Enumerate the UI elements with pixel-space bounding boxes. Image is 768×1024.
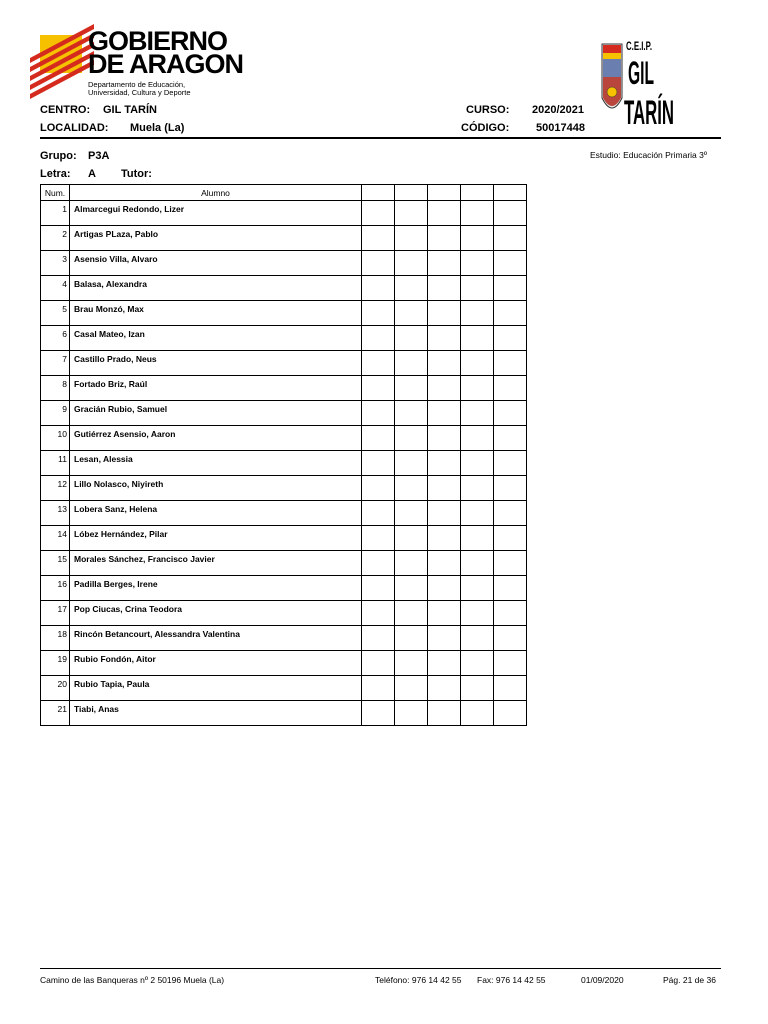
row-name-cell — [70, 701, 362, 726]
codigo-label: CÓDIGO: — [461, 122, 510, 134]
blank-cell — [461, 201, 494, 226]
table-row — [41, 601, 527, 626]
row-num: 9 — [62, 404, 67, 414]
blank-cell — [494, 576, 527, 601]
blank-cell — [362, 451, 395, 476]
blank-cell — [494, 651, 527, 676]
table-row — [41, 326, 527, 351]
row-num: 15 — [57, 554, 67, 564]
blank-cell — [461, 451, 494, 476]
grupo-label: Grupo: — [40, 150, 77, 162]
row-name-cell — [70, 601, 362, 626]
student-name: Artigas PLaza, Pablo — [74, 229, 159, 239]
student-name: Casal Mateo, Izan — [74, 329, 145, 339]
blank-cell — [362, 401, 395, 426]
row-name-cell — [70, 576, 362, 601]
blank-cell — [494, 676, 527, 701]
blank-cell — [395, 526, 428, 551]
ceip-crest-logo — [600, 36, 680, 132]
row-num-cell — [41, 676, 70, 701]
blank-cell — [428, 426, 461, 451]
footer-phone: Teléfono: 976 14 42 55 — [375, 975, 462, 985]
blank-cell — [428, 601, 461, 626]
blank-cell — [362, 251, 395, 276]
blank-cell — [362, 226, 395, 251]
footer-divider — [40, 968, 721, 969]
blank-cell — [362, 351, 395, 376]
row-num-cell — [41, 376, 70, 401]
aragon-flag-logo — [40, 35, 82, 73]
dept-text — [88, 81, 191, 97]
table-row — [41, 451, 527, 476]
row-num-cell — [41, 526, 70, 551]
col-num-header: Num. — [41, 185, 70, 201]
blank-cell — [428, 526, 461, 551]
gov-line1: GOBIERNO — [88, 26, 228, 56]
gov-logo-text — [88, 26, 244, 79]
student-name: Castillo Prado, Neus — [74, 354, 157, 364]
row-name-cell — [70, 626, 362, 651]
blank-cell — [362, 426, 395, 451]
blank-cell — [461, 351, 494, 376]
blank-cell — [494, 551, 527, 576]
blank-cell — [494, 201, 527, 226]
row-num-cell — [41, 476, 70, 501]
row-num: 2 — [62, 229, 67, 239]
blank-cell — [395, 376, 428, 401]
blank-cell — [461, 626, 494, 651]
student-name: Almarcegui Redondo, Lizer — [74, 204, 185, 214]
row-name-cell — [70, 476, 362, 501]
table-row — [41, 676, 527, 701]
blank-cell — [494, 501, 527, 526]
table-row — [41, 351, 527, 376]
blank-cell — [461, 326, 494, 351]
student-table — [40, 184, 527, 726]
blank-cell — [362, 476, 395, 501]
blank-cell — [428, 651, 461, 676]
footer-date: 01/09/2020 — [581, 975, 624, 985]
blank-cell — [461, 526, 494, 551]
blank-cell — [428, 351, 461, 376]
table-row — [41, 276, 527, 301]
row-num-cell — [41, 326, 70, 351]
blank-cell — [494, 476, 527, 501]
blank-cell — [395, 426, 428, 451]
blank-cell — [395, 301, 428, 326]
blank-col-header — [494, 185, 527, 201]
row-name-cell — [70, 376, 362, 401]
student-name: Rubio Fondón, Aitor — [74, 654, 156, 664]
student-name: Lobera Sanz, Helena — [74, 504, 158, 514]
row-num-cell — [41, 651, 70, 676]
blank-cell — [362, 601, 395, 626]
blank-cell — [395, 351, 428, 376]
student-name: Pop Ciucas, Crina Teodora — [74, 604, 183, 614]
row-name-cell — [70, 501, 362, 526]
row-num: 17 — [57, 604, 67, 614]
table-row — [41, 626, 527, 651]
row-num-cell — [41, 351, 70, 376]
blank-cell — [362, 626, 395, 651]
blank-cell — [395, 676, 428, 701]
blank-cell — [461, 701, 494, 726]
table-row — [41, 426, 527, 451]
row-num: 5 — [62, 304, 67, 314]
localidad-value: Muela (La) — [130, 122, 185, 134]
letra-value: A — [88, 168, 96, 180]
tutor-label: Tutor: — [121, 168, 152, 180]
centro-value: GIL TARÍN — [103, 104, 157, 116]
blank-cell — [428, 276, 461, 301]
row-name-cell — [70, 351, 362, 376]
student-name: Lóbez Hernández, Pilar — [74, 529, 168, 539]
blank-cell — [428, 676, 461, 701]
blank-cell — [494, 426, 527, 451]
table-row — [41, 576, 527, 601]
blank-cell — [362, 376, 395, 401]
row-num: 6 — [62, 329, 67, 339]
row-num: 10 — [57, 429, 67, 439]
row-name-cell — [70, 251, 362, 276]
row-num-cell — [41, 426, 70, 451]
blank-cell — [395, 401, 428, 426]
row-name-cell — [70, 651, 362, 676]
blank-cell — [362, 326, 395, 351]
blank-cell — [461, 276, 494, 301]
table-row — [41, 501, 527, 526]
blank-cell — [395, 701, 428, 726]
blank-cell — [395, 451, 428, 476]
student-name: Tiabi, Anas — [74, 704, 119, 714]
blank-cell — [461, 376, 494, 401]
blank-cell — [428, 576, 461, 601]
row-name-cell — [70, 426, 362, 451]
blank-cell — [395, 601, 428, 626]
blank-cell — [362, 651, 395, 676]
student-name: Morales Sánchez, Francisco Javier — [74, 554, 215, 564]
row-num-cell — [41, 201, 70, 226]
student-name: Fortado Briz, Raúl — [74, 379, 148, 389]
row-num: 11 — [58, 454, 67, 464]
footer-page: Pág. 21 de 36 — [663, 975, 716, 985]
student-name: Gracián Rubio, Samuel — [74, 404, 168, 414]
blank-cell — [494, 701, 527, 726]
blank-cell — [395, 326, 428, 351]
blank-cell — [428, 476, 461, 501]
blank-cell — [461, 401, 494, 426]
blank-cell — [461, 476, 494, 501]
blank-cell — [395, 626, 428, 651]
curso-label: CURSO: — [466, 104, 510, 116]
blank-cell — [395, 501, 428, 526]
row-name-cell — [70, 551, 362, 576]
blank-cell — [461, 301, 494, 326]
header-divider — [40, 137, 721, 139]
blank-cell — [494, 601, 527, 626]
blank-cell — [494, 526, 527, 551]
letra-label: Letra: — [40, 168, 71, 180]
row-num-cell — [41, 276, 70, 301]
col-alumno-header: Alumno — [70, 185, 362, 201]
row-num: 19 — [57, 654, 67, 664]
grupo-value: P3A — [88, 150, 110, 162]
blank-cell — [461, 651, 494, 676]
blank-cell — [494, 401, 527, 426]
dept-line2: Universidad, Cultura y Deporte — [88, 88, 191, 97]
blank-col-header — [461, 185, 494, 201]
blank-cell — [362, 276, 395, 301]
row-num: 12 — [57, 479, 67, 489]
table-row — [41, 401, 527, 426]
blank-col-header — [428, 185, 461, 201]
row-num: 13 — [57, 504, 67, 514]
blank-cell — [494, 326, 527, 351]
row-name-cell — [70, 301, 362, 326]
blank-cell — [494, 451, 527, 476]
row-num-cell — [41, 576, 70, 601]
table-row — [41, 251, 527, 276]
table-row — [41, 301, 527, 326]
blank-cell — [494, 226, 527, 251]
table-row — [41, 651, 527, 676]
blank-cell — [362, 551, 395, 576]
blank-cell — [428, 201, 461, 226]
footer-address: Camino de las Banqueras nº 2 50196 Muela (La) — [40, 975, 225, 985]
student-name: Lillo Nolasco, Niyireth — [74, 479, 164, 489]
blank-cell — [428, 551, 461, 576]
blank-cell — [428, 501, 461, 526]
student-name: Lesan, Alessia — [74, 454, 133, 464]
student-name: Balasa, Alexandra — [74, 279, 147, 289]
blank-cell — [461, 251, 494, 276]
blank-cell — [461, 501, 494, 526]
blank-cell — [461, 426, 494, 451]
row-num-cell — [41, 401, 70, 426]
student-name: Brau Monzó, Max — [74, 304, 144, 314]
blank-cell — [395, 651, 428, 676]
table-row — [41, 476, 527, 501]
blank-cell — [428, 626, 461, 651]
blank-cell — [395, 201, 428, 226]
row-name-cell — [70, 401, 362, 426]
row-num: 3 — [62, 254, 67, 264]
blank-cell — [362, 201, 395, 226]
row-name-cell — [70, 451, 362, 476]
blank-cell — [362, 676, 395, 701]
blank-cell — [362, 701, 395, 726]
table-row — [41, 701, 527, 726]
blank-cell — [461, 601, 494, 626]
row-name-cell — [70, 226, 362, 251]
row-name-cell — [70, 676, 362, 701]
blank-cell — [494, 351, 527, 376]
dept-line1: Departamento de Educación, — [88, 80, 186, 89]
blank-cell — [428, 401, 461, 426]
row-num-cell — [41, 551, 70, 576]
blank-cell — [428, 376, 461, 401]
blank-cell — [461, 676, 494, 701]
blank-cell — [362, 301, 395, 326]
row-num: 18 — [57, 629, 67, 639]
row-name-cell — [70, 526, 362, 551]
blank-cell — [461, 226, 494, 251]
blank-cell — [494, 251, 527, 276]
centro-label: CENTRO: — [40, 104, 91, 116]
blank-cell — [395, 576, 428, 601]
blank-cell — [362, 501, 395, 526]
blank-cell — [428, 451, 461, 476]
row-num-cell — [41, 701, 70, 726]
blank-col-header — [362, 185, 395, 201]
blank-cell — [494, 301, 527, 326]
student-name: Rubio Tapia, Paula — [74, 679, 150, 689]
row-num: 4 — [62, 279, 67, 289]
estudio-text: Estudio: Educación Primaria 3º — [590, 150, 707, 160]
blank-cell — [428, 226, 461, 251]
blank-cell — [461, 576, 494, 601]
table-header-row — [41, 185, 527, 201]
blank-col-header — [395, 185, 428, 201]
blank-cell — [428, 326, 461, 351]
blank-cell — [395, 251, 428, 276]
blank-cell — [461, 551, 494, 576]
footer-fax: Fax: 976 14 42 55 — [477, 975, 546, 985]
row-num: 20 — [57, 679, 67, 689]
blank-cell — [395, 551, 428, 576]
row-num-cell — [41, 601, 70, 626]
blank-cell — [428, 301, 461, 326]
gov-line2: DE ARAGON — [88, 49, 244, 79]
blank-cell — [428, 251, 461, 276]
crest-tarin: TARÍN — [624, 94, 674, 132]
row-name-cell — [70, 326, 362, 351]
row-num: 8 — [62, 379, 67, 389]
student-name: Padilla Berges, Irene — [74, 579, 158, 589]
blank-cell — [395, 226, 428, 251]
blank-cell — [494, 376, 527, 401]
curso-value: 2020/2021 — [532, 104, 584, 116]
student-name: Gutiérrez Asensio, Aaron — [74, 429, 176, 439]
blank-cell — [428, 701, 461, 726]
row-name-cell — [70, 201, 362, 226]
blank-cell — [362, 526, 395, 551]
row-num-cell — [41, 226, 70, 251]
blank-cell — [395, 476, 428, 501]
row-num-cell — [41, 501, 70, 526]
student-name: Rincón Betancourt, Alessandra Valentina — [74, 629, 240, 639]
row-num-cell — [41, 451, 70, 476]
table-row — [41, 376, 527, 401]
row-name-cell — [70, 276, 362, 301]
student-name: Asensio Villa, Alvaro — [74, 254, 158, 264]
row-num-cell — [41, 626, 70, 651]
table-row — [41, 551, 527, 576]
table-row — [41, 201, 527, 226]
blank-cell — [395, 276, 428, 301]
row-num: 21 — [57, 704, 67, 714]
blank-cell — [362, 576, 395, 601]
row-num: 7 — [62, 354, 67, 364]
crest-gil: GIL — [628, 55, 654, 91]
row-num: 14 — [57, 529, 67, 539]
row-num-cell — [41, 301, 70, 326]
row-num: 16 — [57, 579, 67, 589]
localidad-label: LOCALIDAD: — [40, 122, 109, 134]
codigo-value: 50017448 — [536, 122, 585, 134]
blank-cell — [494, 276, 527, 301]
blank-cell — [494, 626, 527, 651]
crest-ceip: C.E.I.P. — [626, 39, 652, 53]
table-row — [41, 526, 527, 551]
row-num-cell — [41, 251, 70, 276]
row-num: 1 — [62, 204, 67, 214]
table-row — [41, 226, 527, 251]
